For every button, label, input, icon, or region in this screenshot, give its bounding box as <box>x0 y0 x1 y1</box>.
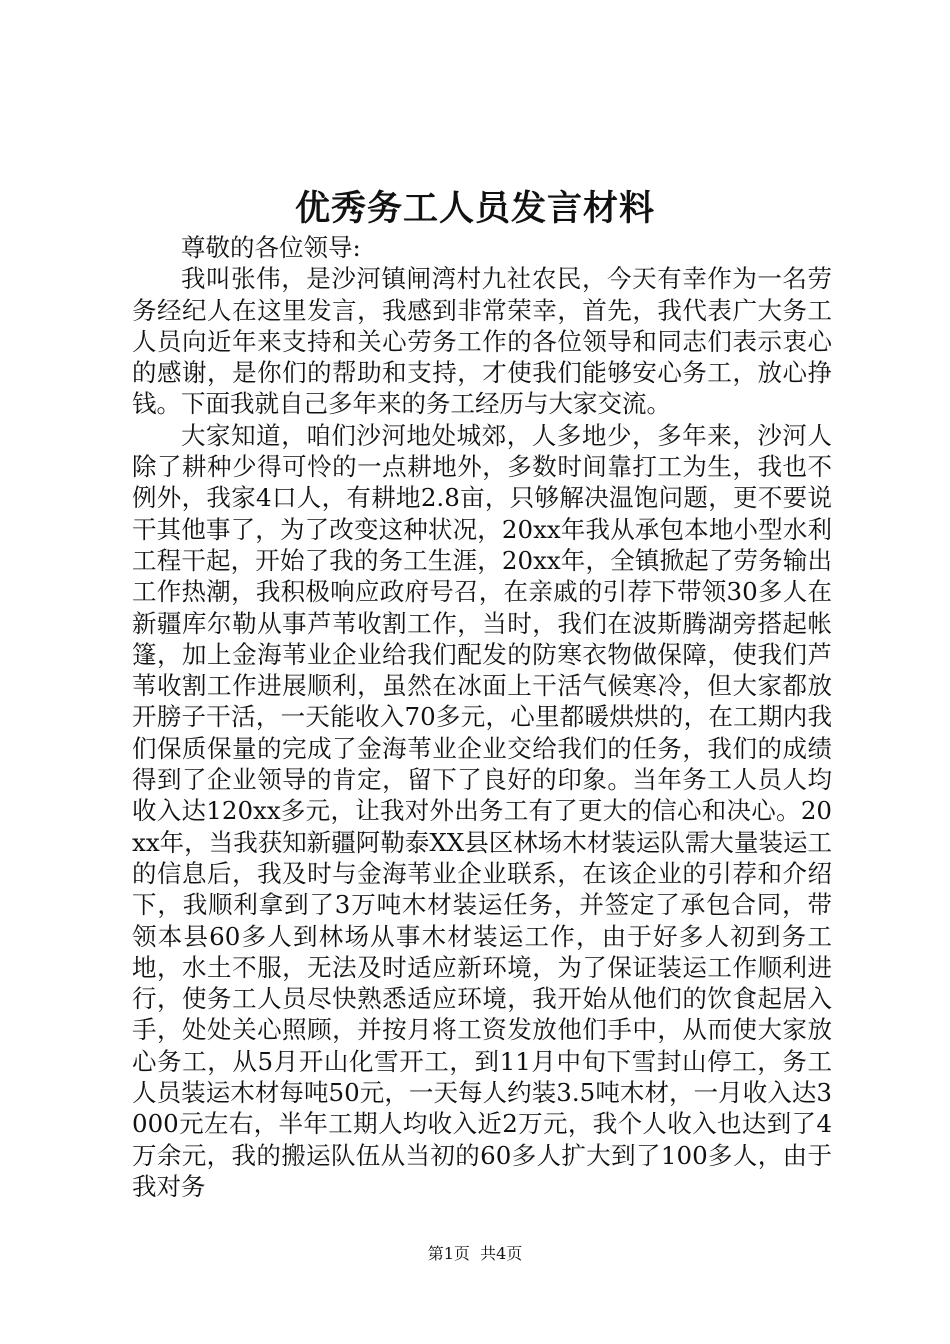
document-title: 优秀务工人员发言材料 <box>294 188 655 229</box>
experience-paragraph: 大家知道，咱们沙河地处城郊，人多地少，多年来，沙河人除了耕种少得可怜的一点耕地外，多数时间靠打工为生，我也不例外，我家4口人，有耕地2.8亩，只够解决温饱问题，更不要说干其他事了，为了改变这种状况，20xx年我从承包本地小型水利工程干起，开始了我的务工生涯，20xx年，全镇掀起了劳务输出工作热潮，我积极响应政府号召，在亲戚的引荐下带领30多人在新疆库尔勒从事芦苇收割工作，当时，我们在波斯腾湖旁搭起帐篷，加上金海苇业企业给我们配发的防寒衣物做保障，使我们芦苇收割工作进展顺利，虽然在冰面上干活气候寒冷，但大家都放开膀子干活，一天能收入70多元，心里都暖烘烘的，在工期内我们保质保量的完成了金海苇业企业交给我们的任务，我们的成绩得到了企业领导的肯定，留下了良好的印象。当年务工人员人均收入达120xx多元，让我对外出务工有了更大的信心和决心。20xx年，当我获知新疆阿勒泰XX县区林场木材装运队需大量装运工的信息后，我及时与金海苇业企业联系，在该企业的引荐和介绍下，我顺利拿到了3万吨木材装运任务，并签定了承包合同，带领本县60多人到林场从事木材装运工作，由于好多人初到务工地，水土不服，无法及时适应新环境，为了保证装运工作顺利进行，使务工人员尽快熟悉适应环境，我开始从他们的饮食起居入手，处处关心照顾，并按月将工资发放他们手中，从而使大家放心务工，从5月开山化雪开工，到11月中旬下雪封山停工，务工人员装运木材每吨50元，一天每人约装3.5吨木材，一月收入达3000元左右，半年工期人均收入近2万元，我个人收入也达到了4万余元，我的搬运队伍从当初的60多人扩大到了100多人，由于我对务 <box>132 420 832 1201</box>
document-body <box>132 232 832 1202</box>
page-footer: 第1页 共4页 <box>427 1244 523 1263</box>
salutation-paragraph: 尊敬的各位领导: <box>181 233 361 262</box>
intro-paragraph: 我叫张伟，是沙河镇闸湾村九社农民，今天有幸作为一名劳务经纪人在这里发言，我感到非常荣幸，首先，我代表广大务工人员向近年来支持和关心劳务工作的各位领导和同志们表示衷心的感谢，是你们的帮助和支持，才使我们能够安心务工，放心挣钱。下面我就自己多年来的务工经历与大家交流。 <box>132 264 832 419</box>
